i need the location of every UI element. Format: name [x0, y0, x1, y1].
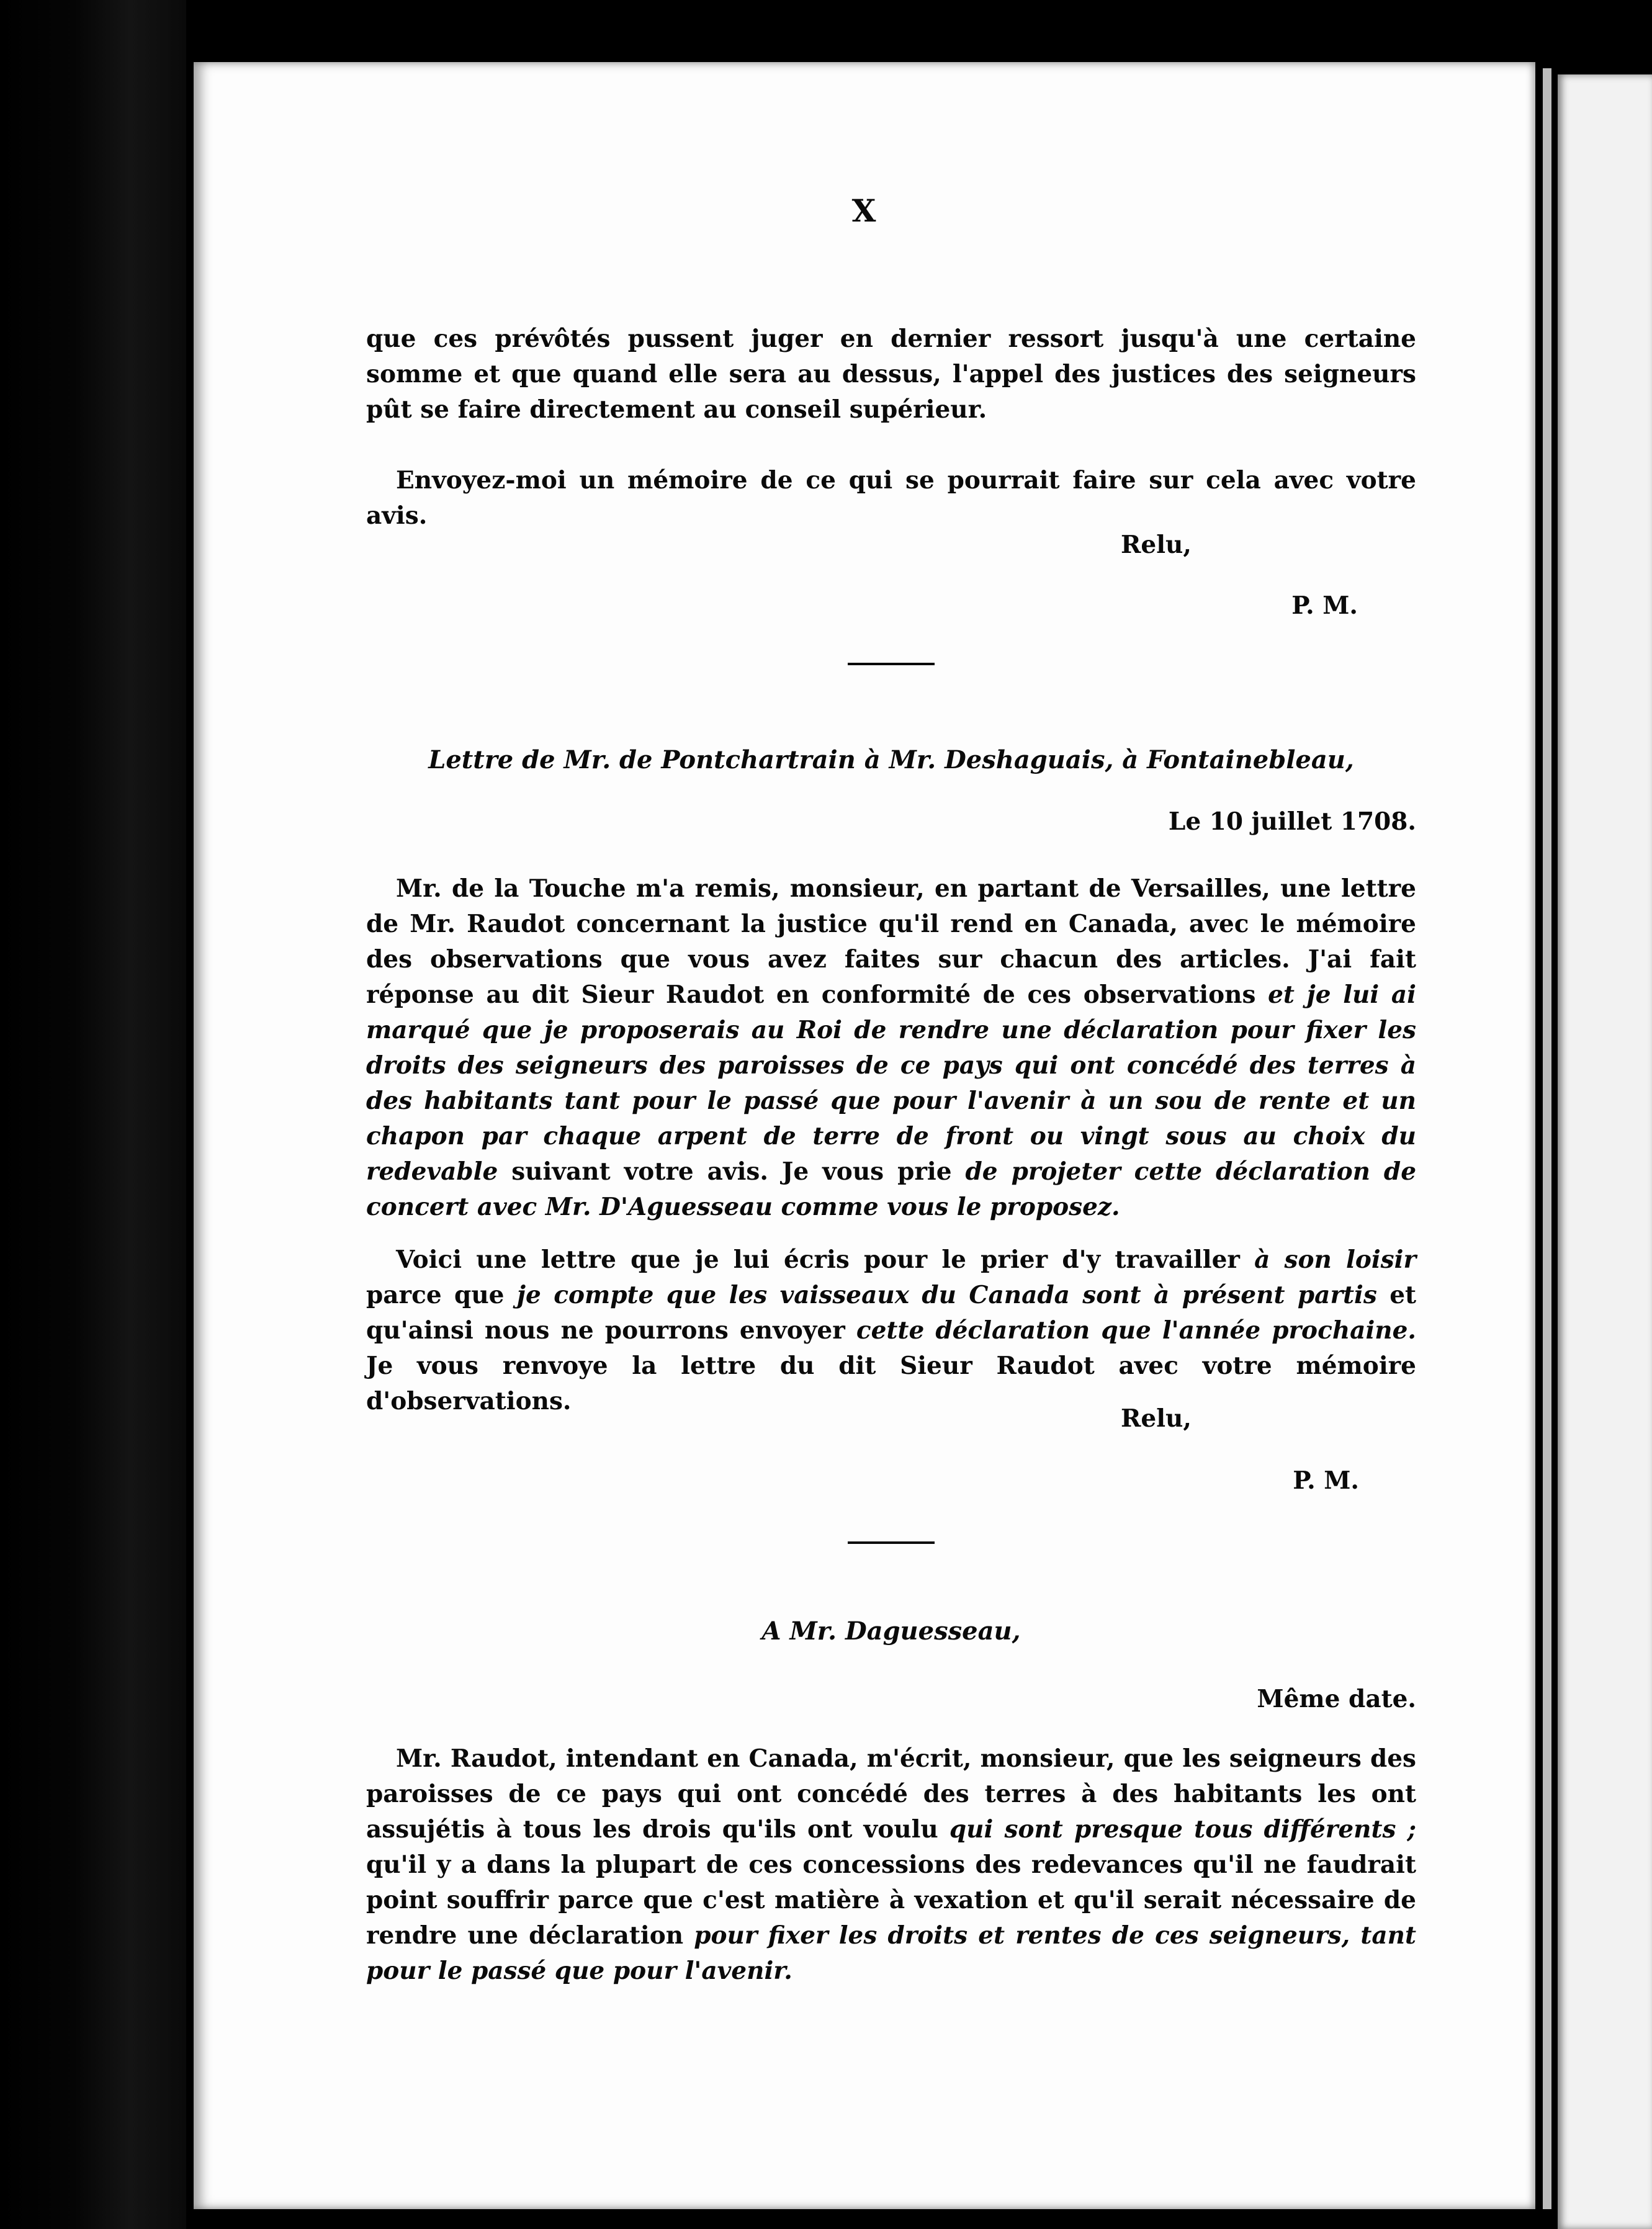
letter3-heading-container: [366, 1613, 1416, 1649]
block1-closing-container: [366, 527, 1192, 563]
letter2-p2-text-c: parce que: [366, 1281, 505, 1309]
book-binding-shadow: [0, 0, 186, 2229]
letter3-p1-italic-d: pour fixer les droits et rentes de ces seigneurs, tant pour le passé que pour l'avenir.: [366, 1921, 1417, 1985]
letter2-paragraph1-container: [366, 871, 1416, 1225]
letter3-p1-italic-b: qui sont presque tous différents ;: [949, 1815, 1416, 1844]
divider-1-container: [366, 663, 1416, 665]
divider-1: [848, 663, 935, 665]
letter3-paragraph1: [366, 1741, 1416, 1989]
letter2-heading-container: [366, 742, 1416, 778]
block1-signature-container: [366, 588, 1358, 624]
block1-paragraph2: Envoyez-moi un mémoire de ce qui se pourrait faire sur cela avec votre avis.: [366, 466, 1416, 530]
document-page: [194, 62, 1535, 2209]
letter3-paragraph1-container: [366, 1741, 1416, 1989]
block1-paragraph1-container: [366, 321, 1416, 428]
letter2-p2-italic-b: à son loisir: [1254, 1245, 1417, 1274]
block1-signature: P. M.: [1291, 591, 1358, 620]
letter2-date: Le 10 juillet 1708.: [1168, 807, 1416, 836]
block1-paragraph1: que ces prévôtés pussent juger en dernier ressort jusqu'à une certaine somme et que quand elle sera au dessus, l'appel des justices des seigneurs pût se faire directement au conseil supérieur.: [366, 325, 1416, 424]
letter2-p1-italic-b: et je lui ai marqué que je proposerais au Roi de rendre une déclaration pour fixer les droits des seigneurs des paroisses de ce pays qui ont concédé des terres à des habitants tant pour le passé que pour l'avenir à un sou de rente et un chapon par chaque arpent de terre de front ou vingt sous au choix du redevable: [366, 980, 1416, 1186]
letter2-heading: Lettre de Mr. de Pontchartrain à Mr. Deshaguais, à Fontainebleau,: [428, 745, 1354, 774]
letter2-p1-text-a: Mr. de la Touche m'a remis, monsieur, en partant de Versailles, une lettre de Mr. Raudot concernant la justice qu'il rend en Canada, avec le mémoire des observations que vous avez faites sur chacun des articles. J'ai fait réponse au dit Sieur Raudot en conformité de ces observations: [366, 874, 1416, 1009]
letter2-closing: Relu,: [1121, 1404, 1192, 1433]
letter2-paragraph2: [366, 1242, 1416, 1419]
letter2-paragraph2-container: [366, 1242, 1416, 1419]
letter3-p1-text-a: Mr. Raudot, intendant en Canada, m'écrit, monsieur, que les seigneurs des paroisses de ce pays qui ont concédé des terres à des habitants les ont assujétis à tous les drois qu'ils ont voulu: [366, 1744, 1416, 1844]
divider-2: [848, 1541, 935, 1544]
page-edge: [1543, 68, 1551, 2209]
block1-paragraph2-container: [366, 463, 1416, 534]
letter2-p1-text-c: suivant votre avis. Je vous prie: [511, 1157, 952, 1186]
letter2-date-container: [366, 804, 1416, 840]
letter3-date-container: [366, 1682, 1416, 1717]
page-number: X: [851, 192, 878, 229]
letter2-p2-italic-f: cette déclaration que l'année prochaine.: [856, 1316, 1416, 1345]
letter2-p2-text-g: Je vous renvoye la lettre du dit Sieur Raudot avec votre mémoire d'observations.: [366, 1352, 1416, 1415]
adjacent-page: [1558, 74, 1652, 2229]
block1-closing: Relu,: [1121, 531, 1192, 559]
letter2-p2-italic-d: je compte que les vaisseaux du Canada sont à présent partis: [516, 1281, 1377, 1309]
letter2-p1-italic-d: de projeter cette déclaration de concert avec Mr. D'Aguesseau comme vous le proposez.: [366, 1157, 1417, 1221]
letter2-p2-text-e: et qu'ainsi nous ne pourrons envoyer: [366, 1281, 1417, 1345]
letter2-signature-container: [366, 1463, 1359, 1499]
letter3-heading: A Mr. Daguesseau,: [761, 1617, 1021, 1646]
letter2-paragraph1: [366, 871, 1416, 1225]
divider-2-container: [366, 1541, 1416, 1544]
letter2-p2-text-a: Voici une lettre que je lui écris pour le prier d'y travailler: [396, 1245, 1240, 1274]
letter2-signature: P. M.: [1293, 1466, 1359, 1495]
letter2-closing-container: [366, 1401, 1192, 1437]
letter3-p1-text-c: qu'il y a dans la plupart de ces concessions des redevances qu'il ne faudrait point souffrir parce que c'est matière à vexation et qu'il serait nécessaire de rendre une déclaration: [366, 1850, 1416, 1950]
letter3-date: Même date.: [1257, 1685, 1416, 1713]
